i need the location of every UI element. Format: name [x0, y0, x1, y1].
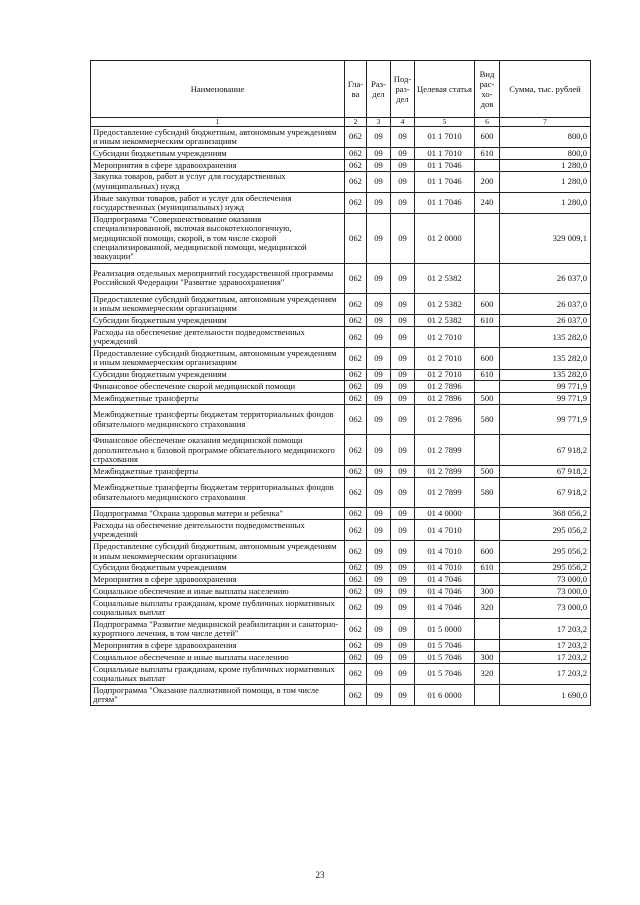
row-sum: 368 056,2 — [500, 508, 591, 520]
row-vid: 610 — [475, 562, 500, 574]
row-glava: 062 — [345, 171, 367, 192]
row-glava: 062 — [345, 393, 367, 405]
table-row — [91, 574, 591, 586]
row-sum: 17 203,2 — [500, 619, 591, 640]
column-number: 7 — [500, 118, 591, 127]
row-name: Социальные выплаты гражданам, кроме публичных нормативных социальных выплат — [91, 664, 345, 685]
row-razdel: 09 — [367, 435, 391, 466]
table-row — [91, 214, 591, 263]
row-name: Расходы на обеспечение деятельности подведомственных учреждений — [91, 327, 345, 348]
row-name: Социальное обеспечение и иные выплаты населению — [91, 586, 345, 598]
table-row — [91, 348, 591, 369]
row-target: 01 2 5382 — [415, 294, 475, 315]
row-name: Реализация отдельных мероприятий государственной программы Российской Федерации "Развитие здравоохранения" — [91, 263, 345, 294]
row-glava: 062 — [345, 214, 367, 263]
row-razdel: 09 — [367, 574, 391, 586]
row-vid: 580 — [475, 477, 500, 508]
row-name: Межбюджетные трансферты — [91, 466, 345, 478]
row-glava: 062 — [345, 574, 367, 586]
row-vid: 600 — [475, 348, 500, 369]
row-vid: 600 — [475, 294, 500, 315]
row-podrazdel: 09 — [391, 508, 415, 520]
row-name: Предоставление субсидий бюджетным, автономным учреждениям и иным некоммерческим организациям — [91, 294, 345, 315]
row-name: Предоставление субсидий бюджетным, автономным учреждениям и иным некоммерческим организациям — [91, 348, 345, 369]
row-glava: 062 — [345, 520, 367, 541]
row-sum: 1 280,0 — [500, 159, 591, 171]
budget-table — [90, 60, 591, 706]
row-glava: 062 — [345, 327, 367, 348]
table-row — [91, 640, 591, 652]
table-row — [91, 393, 591, 405]
row-sum: 67 918,2 — [500, 477, 591, 508]
row-podrazdel: 09 — [391, 652, 415, 664]
row-name: Межбюджетные трансферты бюджетам территориальных фондов обязательного медицинского страхования — [91, 404, 345, 435]
column-number-row — [91, 118, 591, 127]
row-razdel: 09 — [367, 127, 391, 148]
row-vid — [475, 640, 500, 652]
row-name: Подпрограмма "Оказание паллиативной помощи, в том числе детям" — [91, 685, 345, 706]
row-podrazdel: 09 — [391, 586, 415, 598]
row-sum: 73 000,0 — [500, 574, 591, 586]
row-glava: 062 — [345, 541, 367, 562]
row-target: 01 1 7046 — [415, 171, 475, 192]
table-row — [91, 562, 591, 574]
table-row — [91, 159, 591, 171]
row-target: 01 2 7899 — [415, 466, 475, 478]
row-target: 01 4 0000 — [415, 508, 475, 520]
table-row — [91, 369, 591, 381]
row-vid: 200 — [475, 171, 500, 192]
row-podrazdel: 09 — [391, 664, 415, 685]
row-target: 01 4 7010 — [415, 562, 475, 574]
row-podrazdel: 09 — [391, 574, 415, 586]
row-target: 01 2 7899 — [415, 477, 475, 508]
row-glava: 062 — [345, 685, 367, 706]
header-name: Наименование — [91, 61, 345, 118]
table-row — [91, 619, 591, 640]
row-vid — [475, 435, 500, 466]
row-glava: 062 — [345, 192, 367, 213]
row-glava: 062 — [345, 348, 367, 369]
row-sum: 295 056,2 — [500, 520, 591, 541]
row-target: 01 2 0000 — [415, 214, 475, 263]
table-body — [91, 127, 591, 706]
row-target: 01 2 7010 — [415, 348, 475, 369]
row-podrazdel: 09 — [391, 598, 415, 619]
row-name: Мероприятия в сфере здравоохранения — [91, 574, 345, 586]
row-name: Мероприятия в сфере здравоохранения — [91, 640, 345, 652]
row-razdel: 09 — [367, 664, 391, 685]
page-number: 23 — [315, 870, 325, 880]
table-row — [91, 404, 591, 435]
column-number: 5 — [415, 118, 475, 127]
column-number: 2 — [345, 118, 367, 127]
table-row — [91, 508, 591, 520]
row-target: 01 5 0000 — [415, 619, 475, 640]
row-vid: 320 — [475, 664, 500, 685]
row-sum: 26 037,0 — [500, 263, 591, 294]
row-sum: 17 203,2 — [500, 664, 591, 685]
row-podrazdel: 09 — [391, 640, 415, 652]
row-vid — [475, 619, 500, 640]
table-row — [91, 171, 591, 192]
table-row — [91, 664, 591, 685]
row-target: 01 6 0000 — [415, 685, 475, 706]
row-vid — [475, 381, 500, 393]
row-vid: 600 — [475, 541, 500, 562]
row-target: 01 1 7046 — [415, 159, 475, 171]
header-target: Целевая статья — [415, 61, 475, 118]
row-podrazdel: 09 — [391, 435, 415, 466]
row-vid: 500 — [475, 466, 500, 478]
row-vid — [475, 214, 500, 263]
row-sum: 135 282,0 — [500, 348, 591, 369]
row-vid: 610 — [475, 148, 500, 160]
row-glava: 062 — [345, 369, 367, 381]
row-sum: 99 771,9 — [500, 404, 591, 435]
row-glava: 062 — [345, 466, 367, 478]
row-razdel: 09 — [367, 294, 391, 315]
row-name: Подпрограмма "Развитие медицинской реабилитации и санаторно-курортного лечения, в том числе детей" — [91, 619, 345, 640]
row-vid: 500 — [475, 393, 500, 405]
row-name: Финансовое обеспечение скорой медицинской помощи — [91, 381, 345, 393]
row-podrazdel: 09 — [391, 381, 415, 393]
row-sum: 1 280,0 — [500, 192, 591, 213]
row-vid — [475, 574, 500, 586]
row-razdel: 09 — [367, 263, 391, 294]
table-row — [91, 127, 591, 148]
row-podrazdel: 09 — [391, 159, 415, 171]
row-razdel: 09 — [367, 685, 391, 706]
row-vid — [475, 327, 500, 348]
row-glava: 062 — [345, 435, 367, 466]
row-sum: 800,0 — [500, 148, 591, 160]
header-podrazdel: Под- раз- дел — [391, 61, 415, 118]
row-name: Финансовое обеспечение оказания медицинской помощи дополнительно к базовой программе обязательного медицинского страхования — [91, 435, 345, 466]
table-row — [91, 294, 591, 315]
row-podrazdel: 09 — [391, 348, 415, 369]
row-vid: 240 — [475, 192, 500, 213]
row-vid: 610 — [475, 369, 500, 381]
row-podrazdel: 09 — [391, 466, 415, 478]
row-target: 01 4 7046 — [415, 586, 475, 598]
table-row — [91, 327, 591, 348]
row-razdel: 09 — [367, 192, 391, 213]
row-glava: 062 — [345, 652, 367, 664]
row-podrazdel: 09 — [391, 393, 415, 405]
row-glava: 062 — [345, 404, 367, 435]
column-number: 4 — [391, 118, 415, 127]
row-target: 01 2 5382 — [415, 263, 475, 294]
row-glava: 062 — [345, 508, 367, 520]
row-vid — [475, 520, 500, 541]
row-target: 01 2 7896 — [415, 393, 475, 405]
row-target: 01 5 7046 — [415, 652, 475, 664]
row-sum: 800,0 — [500, 127, 591, 148]
row-target: 01 1 7046 — [415, 192, 475, 213]
row-name: Субсидии бюджетным учреждениям — [91, 148, 345, 160]
row-podrazdel: 09 — [391, 562, 415, 574]
row-razdel: 09 — [367, 159, 391, 171]
row-vid — [475, 685, 500, 706]
row-sum: 73 000,0 — [500, 586, 591, 598]
row-glava: 062 — [345, 664, 367, 685]
column-number: 3 — [367, 118, 391, 127]
row-razdel: 09 — [367, 404, 391, 435]
header-glava: Гла- ва — [345, 61, 367, 118]
row-razdel: 09 — [367, 562, 391, 574]
row-sum: 99 771,9 — [500, 393, 591, 405]
row-glava: 062 — [345, 562, 367, 574]
row-vid — [475, 508, 500, 520]
row-glava: 062 — [345, 263, 367, 294]
table-row — [91, 541, 591, 562]
row-name: Мероприятия в сфере здравоохранения — [91, 159, 345, 171]
row-glava: 062 — [345, 294, 367, 315]
table-row — [91, 586, 591, 598]
row-name: Закупка товаров, работ и услуг для государственных (муниципальных) нужд — [91, 171, 345, 192]
row-sum: 135 282,0 — [500, 369, 591, 381]
row-podrazdel: 09 — [391, 171, 415, 192]
row-podrazdel: 09 — [391, 404, 415, 435]
row-podrazdel: 09 — [391, 541, 415, 562]
table-row — [91, 315, 591, 327]
table-row — [91, 477, 591, 508]
row-razdel: 09 — [367, 393, 391, 405]
row-target: 01 4 7010 — [415, 541, 475, 562]
column-number: 1 — [91, 118, 345, 127]
row-sum: 17 203,2 — [500, 640, 591, 652]
row-sum: 67 918,2 — [500, 466, 591, 478]
row-glava: 062 — [345, 127, 367, 148]
row-sum: 17 203,2 — [500, 652, 591, 664]
row-name: Подпрограмма "Охрана здоровья матери и ребенка" — [91, 508, 345, 520]
row-vid — [475, 263, 500, 294]
budget-document — [90, 60, 590, 706]
row-razdel: 09 — [367, 508, 391, 520]
row-name: Межбюджетные трансферты бюджетам территориальных фондов обязательного медицинского страхования — [91, 477, 345, 508]
row-sum: 26 037,0 — [500, 294, 591, 315]
header-row — [91, 61, 591, 118]
table-row — [91, 685, 591, 706]
row-razdel: 09 — [367, 369, 391, 381]
row-razdel: 09 — [367, 586, 391, 598]
row-glava: 062 — [345, 148, 367, 160]
row-name: Субсидии бюджетным учреждениям — [91, 562, 345, 574]
row-name: Предоставление субсидий бюджетным, автономным учреждениям и иным некоммерческим организациям — [91, 127, 345, 148]
row-podrazdel: 09 — [391, 619, 415, 640]
header-sum: Сумма, тыс. рублей — [500, 61, 591, 118]
table-header — [91, 61, 591, 127]
row-podrazdel: 09 — [391, 263, 415, 294]
row-razdel: 09 — [367, 520, 391, 541]
row-target: 01 2 7896 — [415, 404, 475, 435]
row-razdel: 09 — [367, 652, 391, 664]
row-podrazdel: 09 — [391, 214, 415, 263]
row-sum: 295 056,2 — [500, 562, 591, 574]
row-target: 01 1 7010 — [415, 148, 475, 160]
row-glava: 062 — [345, 315, 367, 327]
row-glava: 062 — [345, 619, 367, 640]
row-razdel: 09 — [367, 348, 391, 369]
row-name: Расходы на обеспечение деятельности подведомственных учреждений — [91, 520, 345, 541]
row-razdel: 09 — [367, 598, 391, 619]
row-target: 01 4 7046 — [415, 574, 475, 586]
row-target: 01 2 7010 — [415, 327, 475, 348]
row-target: 01 4 7010 — [415, 520, 475, 541]
row-podrazdel: 09 — [391, 477, 415, 508]
row-glava: 062 — [345, 477, 367, 508]
row-razdel: 09 — [367, 477, 391, 508]
table-row — [91, 652, 591, 664]
row-target: 01 2 5382 — [415, 315, 475, 327]
row-name: Социальные выплаты гражданам, кроме публичных нормативных социальных выплат — [91, 598, 345, 619]
table-row — [91, 598, 591, 619]
row-vid: 300 — [475, 652, 500, 664]
row-sum: 1 690,0 — [500, 685, 591, 706]
table-row — [91, 520, 591, 541]
row-razdel: 09 — [367, 148, 391, 160]
row-target: 01 4 7046 — [415, 598, 475, 619]
row-sum: 73 000,0 — [500, 598, 591, 619]
row-razdel: 09 — [367, 214, 391, 263]
column-number: 6 — [475, 118, 500, 127]
row-podrazdel: 09 — [391, 148, 415, 160]
row-razdel: 09 — [367, 466, 391, 478]
row-target: 01 1 7010 — [415, 127, 475, 148]
row-podrazdel: 09 — [391, 315, 415, 327]
row-target: 01 2 7899 — [415, 435, 475, 466]
row-podrazdel: 09 — [391, 192, 415, 213]
row-vid — [475, 159, 500, 171]
row-podrazdel: 09 — [391, 520, 415, 541]
table-row — [91, 435, 591, 466]
row-name: Иные закупки товаров, работ и услуг для обеспечения государственных (муниципальных) нужд — [91, 192, 345, 213]
row-vid: 320 — [475, 598, 500, 619]
row-glava: 062 — [345, 640, 367, 652]
row-sum: 295 056,2 — [500, 541, 591, 562]
row-name: Предоставление субсидий бюджетным, автономным учреждениям и иным некоммерческим организациям — [91, 541, 345, 562]
row-vid: 580 — [475, 404, 500, 435]
row-vid: 300 — [475, 586, 500, 598]
row-target: 01 2 7896 — [415, 381, 475, 393]
row-razdel: 09 — [367, 327, 391, 348]
row-target: 01 5 7046 — [415, 640, 475, 652]
row-sum: 329 009,1 — [500, 214, 591, 263]
table-row — [91, 466, 591, 478]
row-name: Субсидии бюджетным учреждениям — [91, 315, 345, 327]
row-razdel: 09 — [367, 619, 391, 640]
row-podrazdel: 09 — [391, 685, 415, 706]
row-razdel: 09 — [367, 381, 391, 393]
row-razdel: 09 — [367, 315, 391, 327]
row-glava: 062 — [345, 381, 367, 393]
row-sum: 67 918,2 — [500, 435, 591, 466]
row-name: Подпрограмма "Совершенствование оказания специализированной, включая высокотехнологичную, медицинской помощи, скорой, в том числе скорой специализированной, медицинской помощи, медицинской эвакуации" — [91, 214, 345, 263]
row-target: 01 5 7046 — [415, 664, 475, 685]
table-row — [91, 381, 591, 393]
header-vid: Вид рас- хо- дов — [475, 61, 500, 118]
table-row — [91, 192, 591, 213]
row-vid: 610 — [475, 315, 500, 327]
row-glava: 062 — [345, 598, 367, 619]
row-podrazdel: 09 — [391, 127, 415, 148]
row-vid: 600 — [475, 127, 500, 148]
row-sum: 99 771,9 — [500, 381, 591, 393]
row-sum: 1 280,0 — [500, 171, 591, 192]
row-glava: 062 — [345, 159, 367, 171]
row-razdel: 09 — [367, 171, 391, 192]
row-razdel: 09 — [367, 640, 391, 652]
table-row — [91, 263, 591, 294]
row-sum: 26 037,0 — [500, 315, 591, 327]
table-row — [91, 148, 591, 160]
row-podrazdel: 09 — [391, 294, 415, 315]
row-name: Субсидии бюджетным учреждениям — [91, 369, 345, 381]
row-glava: 062 — [345, 586, 367, 598]
row-podrazdel: 09 — [391, 327, 415, 348]
row-target: 01 2 7010 — [415, 369, 475, 381]
row-sum: 135 282,0 — [500, 327, 591, 348]
row-razdel: 09 — [367, 541, 391, 562]
header-razdel: Раз- дел — [367, 61, 391, 118]
row-podrazdel: 09 — [391, 369, 415, 381]
row-name: Межбюджетные трансферты — [91, 393, 345, 405]
row-name: Социальное обеспечение и иные выплаты населению — [91, 652, 345, 664]
